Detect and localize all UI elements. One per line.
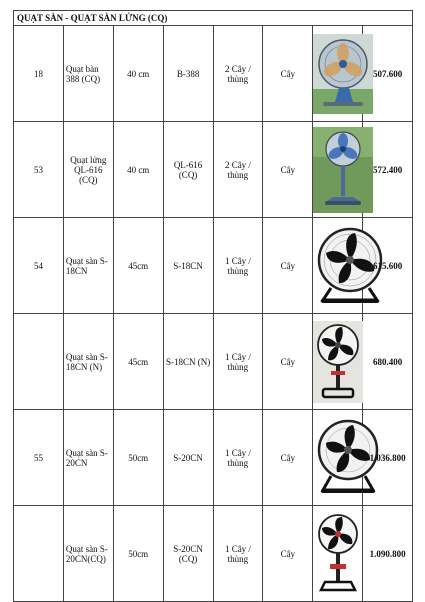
product-model: S-20CN (CQ) [163,506,213,602]
product-size: 40 cm [113,26,163,122]
product-model: B-388 [163,26,213,122]
product-size: 50cm [113,410,163,506]
product-image-cell [313,218,363,314]
product-name: Quạt sàn S-18CN (N) [63,314,113,410]
table-row [14,410,413,506]
row-number [14,314,64,410]
table-row [14,314,413,410]
unit: Cây [263,26,313,122]
table-row [14,26,413,122]
desk-fan-blue-image [313,34,373,114]
packing: 1 Cây / thùng [213,506,263,602]
stand-fan-blue-image [313,127,373,213]
section-header-row [14,11,413,26]
product-price-table [13,10,413,602]
product-name: Quạt bàn 388 (CQ) [63,26,113,122]
product-size: 45cm [113,218,163,314]
packing: 1 Cây / thùng [213,314,263,410]
row-number: 54 [14,218,64,314]
table-row [14,218,413,314]
packing: 1 Cây / thùng [213,410,263,506]
stand-fan-black-red-image [313,512,363,596]
packing: 2 Cây / thùng [213,122,263,218]
product-name: Quạt sàn S-18CN [63,218,113,314]
product-image-cell [313,122,363,218]
product-name: Quạt lửng QL-616 (CQ) [63,122,113,218]
row-number: 53 [14,122,64,218]
unit: Cây [263,410,313,506]
unit: Cây [263,314,313,410]
product-size: 45cm [113,314,163,410]
row-number: 55 [14,410,64,506]
product-image-cell [313,26,363,122]
table-row [14,506,413,602]
product-image-cell [313,410,363,506]
packing: 1 Cây / thùng [213,218,263,314]
row-number: 18 [14,26,64,122]
packing: 2 Cây / thùng [213,26,263,122]
unit: Cây [263,122,313,218]
row-number [14,506,64,602]
product-model: S-18CN (N) [163,314,213,410]
product-image-cell [313,314,363,410]
product-price: 680.400 [363,314,413,410]
product-name: Quạt sàn S-20CN [63,410,113,506]
product-model: S-18CN [163,218,213,314]
product-price: 1.036.800 [363,410,413,506]
product-size: 40 cm [113,122,163,218]
product-model: QL-616 (CQ) [163,122,213,218]
product-price: 572.400 [363,122,413,218]
product-price: 615.600 [363,218,413,314]
product-price: 1.090.800 [363,506,413,602]
unit: Cây [263,218,313,314]
product-name: Quạt sàn S-20CN(CQ) [63,506,113,602]
stand-fan-black-image [313,321,363,403]
table-row [14,122,413,218]
section-title: QUẠT SÀN - QUẠT SÀN LỬNG (CQ) [14,11,413,26]
product-model: S-20CN [163,410,213,506]
unit: Cây [263,506,313,602]
product-image-cell [313,506,363,602]
product-size: 50cm [113,506,163,602]
product-price: 507.600 [363,26,413,122]
